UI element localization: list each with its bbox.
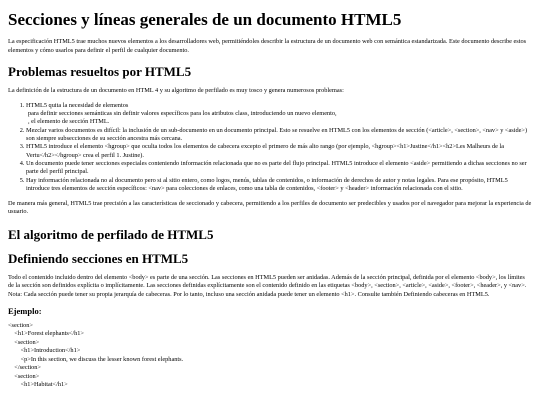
code-line: <section> [8,338,40,346]
list-item-text: HTML5 quita la necesidad de elementos [26,101,129,109]
list-item: 2. Mezclar varios documentos es difícil: la inclusión de un sub-documento en un documento principal. Esto se resuelve en HTML5 con los elementos de sección (<article>, <section>, <nav> y <aside>) son siempre subsecciones de su sección ancestra más cercana. [26,127,532,144]
algorithm-heading: El algoritmo de perfilado de HTML5 [8,226,214,242]
code-line: <h1>Introduction</h1> [8,347,81,355]
problems-closing: De manera más general, HTML5 trae precisión a las características de seccionado y cabecera, permitiendo a los perfiles de documento ser predecibles y usados por el navegador para mejorar la experiencia de usuario. [8,200,532,216]
code-example [8,322,532,390]
defining-heading: Definiendo secciones en HTML5 [8,251,189,267]
list-item-subtext: para definir secciones semánticas sin definir valores específicos para los atributos class, introduciendo un nuevo elemento, [28,110,337,118]
defining-paragraph: Todo el contenido incluido dentro del elemento <body> es parte de una sección. Las secciones en HTML5 pueden ser anidadas. Además de la sección principal, definida por el elemento <body>, los límites de la sección son definidos explícita o implícitamente. Las secciones definidas explícitamente son el contenido definido en las etiquetas <body>, <section>, <article>, <aside>, <footer>, <header>, y <nav>. Nota: Cada sección puede tener su propia jerarquía de cabeceras. Por lo tanto, incluso una sección anidada puede tener un elemento <h1>. Consulte también Definiendo cabeceras en HTML5. [8,273,527,298]
list-item: 5. Hay información relacionada no al documento pero si al sitio entero, como logos, menús, tablas de contenidos, o información de derechos de autor y notas legales. Para ese propósito, HTML5 introduce tres elementos de sección específicos: <nav> para colecciones de enlaces, como una tabla de contenidos, <footer> y <header> información relacionada con el sitio. [26,177,532,194]
intro-paragraph: La especificación HTML5 trae muchos nuevos elementos a los desarrolladores web, permitiéndoles describir la estructura de un documento web con semántica estandarizada. Este documento describe estos elementos y cómo usarlos para definir el perfil de cualquier documento. [8,38,527,54]
list-item [26,102,532,127]
example-heading: Ejemplo: [8,305,42,316]
problems-list [8,102,532,193]
code-line: <h1>Habitat</h1> [8,381,68,389]
problems-heading: Problemas resueltos por HTML5 [8,63,192,79]
code-line: <h1>Forest elephants</h1> [8,330,84,338]
problems-lead: La definición de la estructura de un documento en HTML 4 y su algoritmo de perfilado es muy tosco y genera numerosos problemas: [8,86,344,94]
code-line: <section> [8,372,40,380]
code-line: </section> [8,364,41,372]
code-line: <p>In this section, we discuss the lesser known forest elephants. [8,355,184,363]
list-item: 3. HTML5 introduce el elemento <hgroup> que oculta todos los elementos de cabecera excepto el primero de más alto rango (por ejemplo, <hgroup><h1>Justine</h1><h2>Les Malheurs de la Vertu</h2></hgroup> crea el perfil 1. Justine). [26,143,532,160]
page-title: Secciones y líneas generales de un documento HTML5 [8,10,402,29]
list-item: 4. Un documento puede tener secciones especiales conteniendo información relacionada que no es parte del flujo principal. HTML5 introduce el elemento <aside> permitiendo a dichas secciones no ser parte del perfil principal. [26,160,532,177]
list-item-subtext: , el elemento de sección HTML. [28,118,110,126]
code-line: <section> [8,321,33,329]
